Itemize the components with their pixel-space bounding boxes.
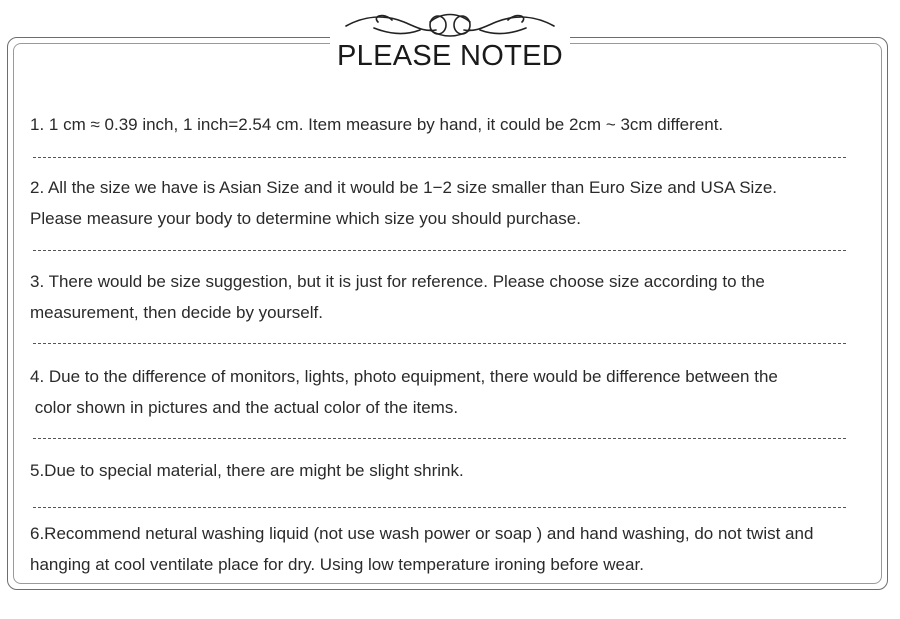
note-2-line-1: 2. All the size we have is Asian Size and it would be 1−2 size smaller than Euro Size and USA Size. xyxy=(30,178,777,197)
page-title: PLEASE NOTED xyxy=(337,40,563,72)
note-4-line-1: 4. Due to the difference of monitors, lights, photo equipment, there would be difference between the xyxy=(30,367,778,386)
note-6-line-1: 6.Recommend netural washing liquid (not use wash power or soap ) and hand washing, do not twist and xyxy=(30,524,814,543)
note-3-line-2: measurement, then decide by yourself. xyxy=(30,303,323,322)
note-4 xyxy=(30,361,890,423)
divider-3 xyxy=(33,343,846,344)
note-4-line-2: color shown in pictures and the actual color of the items. xyxy=(30,398,459,417)
note-5-line-1: 5.Due to special material, there are might be slight shrink. xyxy=(30,461,464,480)
note-6-line-2: hanging at cool ventilate place for dry. Using low temperature ironing before wear. xyxy=(30,555,644,574)
divider-1 xyxy=(33,157,846,158)
note-3-line-1: 3. There would be size suggestion, but it is just for reference. Please choose size according to the xyxy=(30,272,765,291)
divider-5 xyxy=(33,507,846,508)
note-2 xyxy=(30,172,890,234)
divider-4 xyxy=(33,438,846,439)
divider-2 xyxy=(33,250,846,251)
note-1 xyxy=(30,109,890,140)
note-6 xyxy=(30,518,890,580)
note-1-line-1: 1. 1 cm ≈ 0.39 inch, 1 inch=2.54 cm. Item measure by hand, it could be 2cm ~ 3cm different. xyxy=(30,115,724,134)
note-3 xyxy=(30,266,890,328)
flourish-ornament-icon xyxy=(344,8,556,44)
note-5 xyxy=(30,455,890,486)
note-2-line-2: Please measure your body to determine which size you should purchase. xyxy=(30,209,581,228)
